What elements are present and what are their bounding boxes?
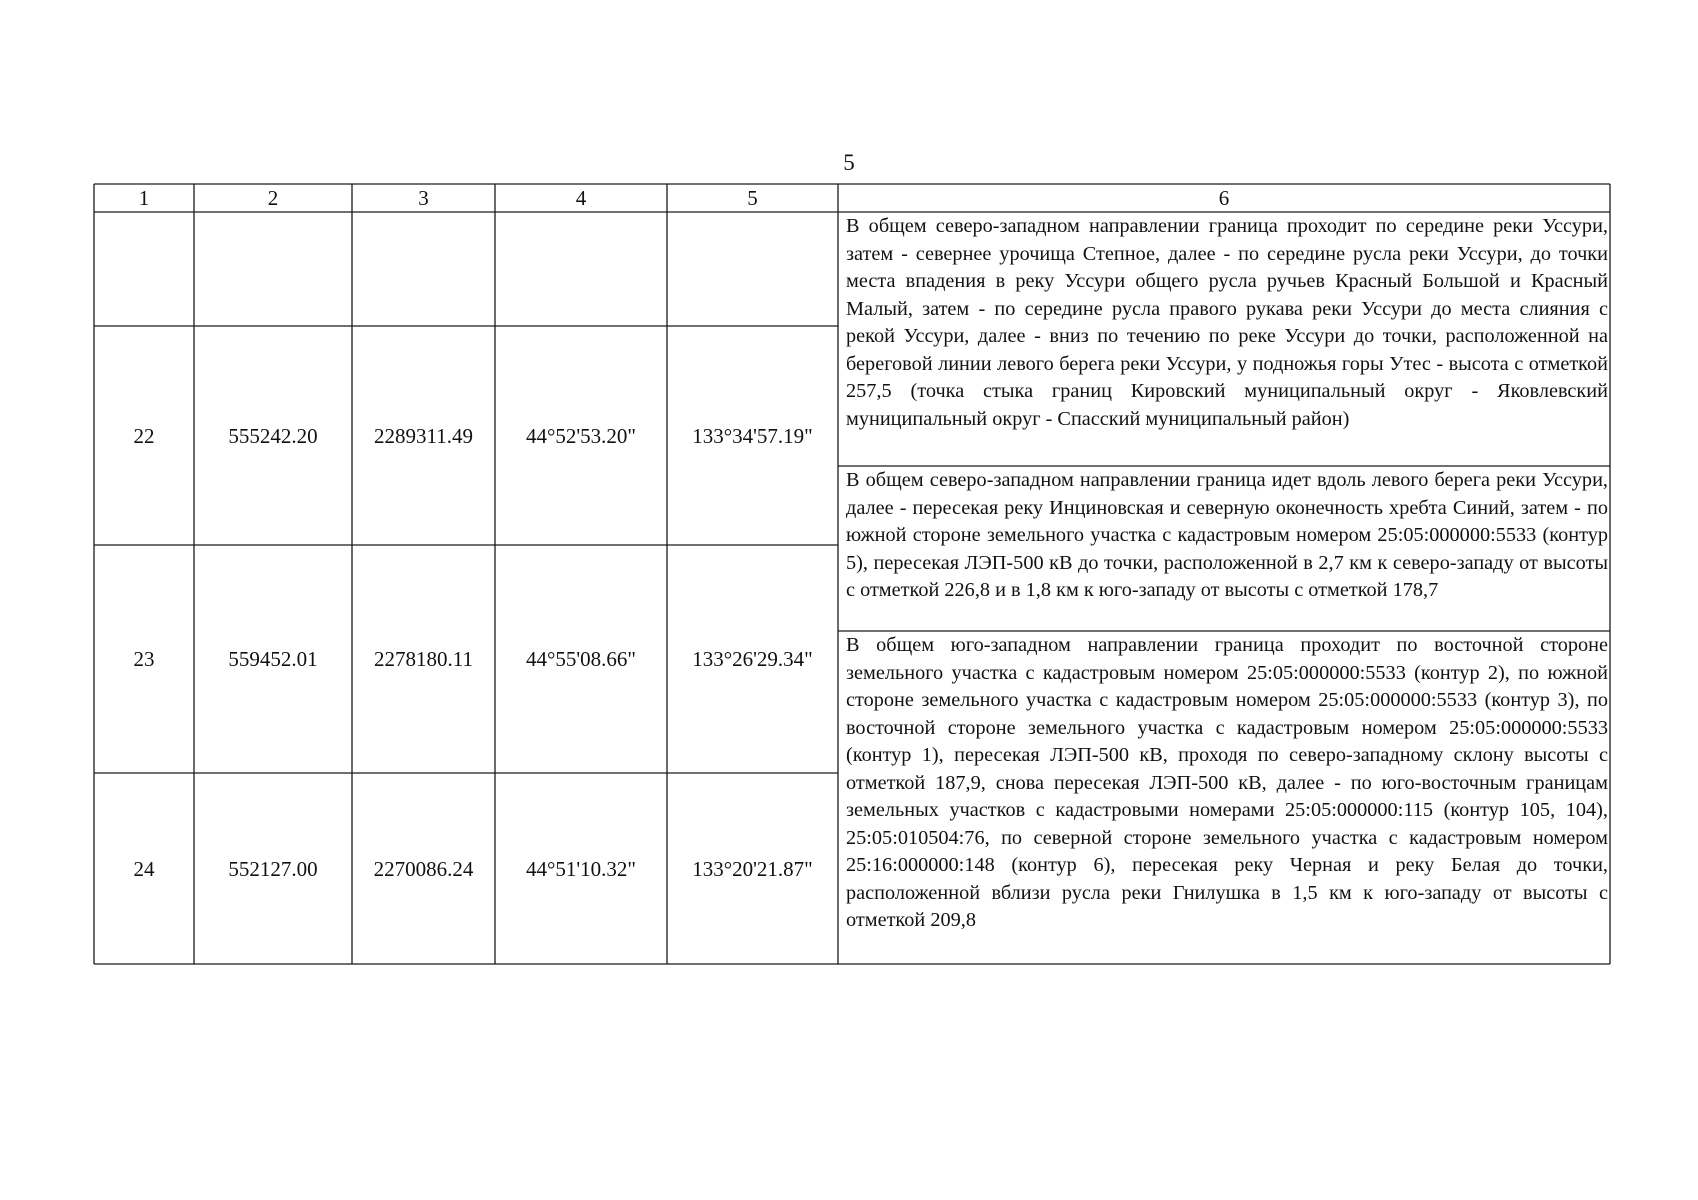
- header-cell-2: 2: [267, 186, 279, 210]
- longitude-cell: 133°20'21.87": [692, 856, 813, 881]
- point-number-cell: 22: [133, 423, 155, 448]
- boundary-description: В общем северо-западном направлении граница проходит по середине реки Уссури, затем - севернее урочища Степное, далее - по середине русла реки Уссури, до точки места впадения в реку Уссури общего русла ручьев Красный Большой и Красный Малый, затем - по середине русла правого рукава реки Уссури до места слияния с рекой Уссури, далее - вниз по течению по реке Уссури до точки, расположенной на береговой линии левого берега реки Уссури, у подножья горы Утес - высота с отметкой 257,5 (точка стыка границ Кировский муниципальный округ - Яковлевский муниципальный округ - Спасский муниципальный район): [846, 215, 1608, 430]
- header-cell-6: 6: [1218, 186, 1230, 210]
- latitude-cell: 44°52'53.20": [525, 423, 636, 448]
- point-number-cell: 24: [133, 856, 155, 881]
- y-coordinate-cell: 2270086.24: [373, 856, 474, 881]
- x-coordinate-cell: 555242.20: [228, 423, 318, 448]
- point-number-cell: 23: [133, 647, 155, 671]
- latitude-cell: 44°55'08.66": [525, 647, 636, 671]
- header-cell-3: 3: [418, 186, 429, 210]
- longitude-cell: 133°26'29.34": [692, 647, 813, 671]
- page-number: 5: [843, 150, 855, 175]
- x-coordinate-cell: 559452.01: [228, 647, 318, 671]
- y-coordinate-cell: 2289311.49: [374, 423, 473, 448]
- x-coordinate-cell: 552127.00: [228, 856, 318, 881]
- header-cell-5: 5: [747, 186, 758, 210]
- latitude-cell: 44°51'10.32": [525, 856, 636, 881]
- header-cell-4: 4: [575, 186, 587, 210]
- longitude-cell: 133°34'57.19": [692, 423, 813, 448]
- y-coordinate-cell: 2278180.11: [374, 647, 473, 671]
- boundary-description: В общем юго-западном направлении граница проходит по восточной стороне земельного участка с кадастровым номером 25:05:000000:5533 (контур 2), по южной стороне земельного участка с кадастровым номером 25:05:000000:5533 (контур 3), по восточной стороне земельного участка с кадастровым номером 25:05:000000:5533 (контур 1), пересекая ЛЭП-500 кВ, проходя по северо-западному склону высоты с отметкой 187,9, снова пересекая ЛЭП-500 кВ, далее - по юго-восточным границам земельных участков с кадастровыми номерами 25:05:000000:115 (контур 105, 104), 25:05:010504:76, по северной стороне земельного участка с кадастровым номером 25:16:000000:148 (контур 6), пересекая реку Черная и реку Белая до точки, расположенной вблизи русла реки Гнилушка в 1,5 км к юго-западу от высоты с отметкой 209,8: [846, 634, 1608, 931]
- header-cell-1: 1: [138, 186, 150, 210]
- boundary-description: В общем северо-западном направлении граница идет вдоль левого берега реки Уссури, далее - пересекая реку Инциновская и северную оконечность хребта Синий, затем - по южной стороне земельного участка с кадастровым номером 25:05:000000:5533 (контур 5), пересекая ЛЭП-500 кВ до точки, расположенной в 2,7 км к северо-западу от высоты с отметкой 226,8 и в 1,8 км к юго-западу от высоты с отметкой 178,7: [846, 469, 1608, 601]
